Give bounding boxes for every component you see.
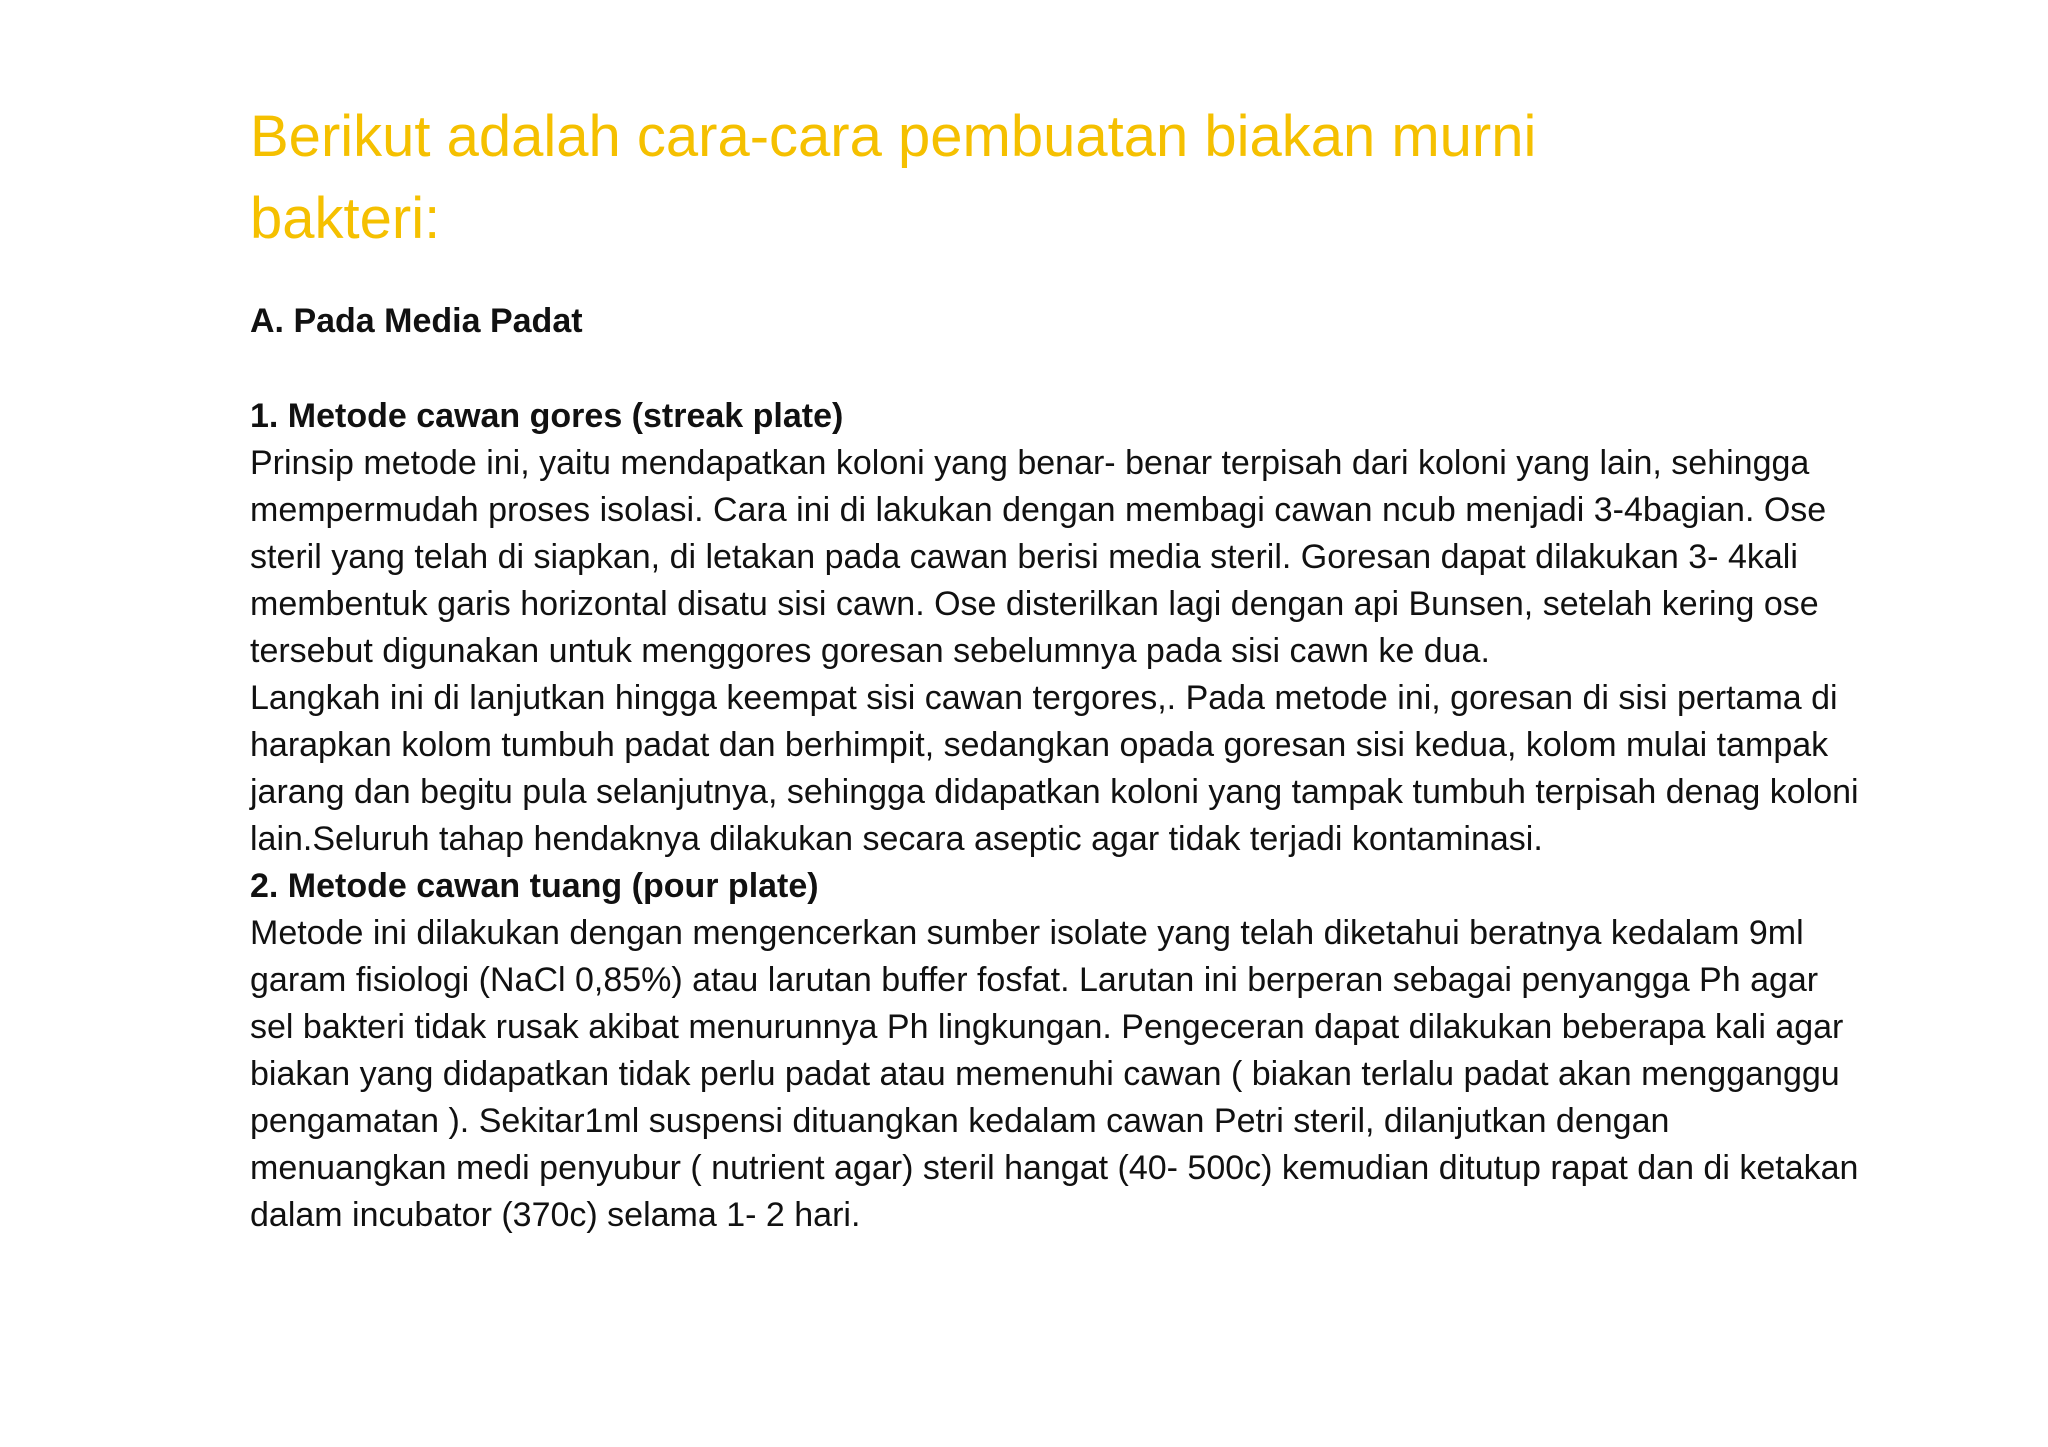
method-2-paragraph-1: Metode ini dilakukan dengan mengencerkan sumber isolate yang telah diketahui beratnya kedalam 9ml garam fisiologi (NaCl 0,85%) atau larutan buffer fosfat. Larutan ini berperan sebagai penyangga Ph agar sel bakteri tidak rusak akibat menurunnya Ph lingkungan. Pengeceran dapat dilakukan beberapa kali agar biakan yang didapatkan tidak perlu padat atau memenuhi cawan ( biakan terlalu padat akan mengganggu pengamatan ). Sekitar1ml suspensi dituangkan kedalam cawan Petri steril, dilanjutkan dengan menuangkan medi penyubur ( nutrient agar) steril hangat (40- 500c) kemudian ditutup rapat dan di ketakan dalam incubator (370c) selama 1- 2 hari. [250,914,1859,1234]
section-heading: A. Pada Media Padat [250,302,583,340]
method-1-paragraph-2: Langkah ini di lanjutkan hingga keempat sisi cawan tergores,. Pada metode ini, goresan di sisi pertama di harapkan kolom tumbuh padat dan berhimpit, sedangkan opada goresan sisi kedua, kolom mulai tampak jarang dan begitu pula selanjutnya, sehingga didapatkan koloni yang tampak tumbuh terpisah denag koloni lain.Seluruh tahap hendaknya dilakukan secara aseptic agar tidak terjadi kontaminasi. [250,679,1859,858]
method-2-title: 2. Metode cawan tuang (pour plate) [250,867,819,905]
slide-title-line-2: bakteri: [250,186,441,251]
slide [250,96,1870,1239]
method-1-title: 1. Metode cawan gores (streak plate) [250,397,844,435]
slide-body [250,393,1870,1239]
method-1-paragraph-1: Prinsip metode ini, yaitu mendapatkan koloni yang benar- benar terpisah dari koloni yang lain, sehingga mempermudah proses isolasi. Cara ini di lakukan dengan membagi cawan ncub menjadi 3-4bagian. Ose steril yang telah di siapkan, di letakan pada cawan berisi media steril. Goresan dapat dilakukan 3- 4kali membentuk garis horizontal disatu sisi cawn. Ose disterilkan lagi dengan api Bunsen, setelah kering ose tersebut digunakan untuk menggores goresan sebelumnya pada sisi cawn ke dua. [250,444,1827,670]
slide-title-line-1: Berikut adalah cara-cara pembuatan biakan murni [250,104,1537,169]
slide-title [250,96,1870,260]
